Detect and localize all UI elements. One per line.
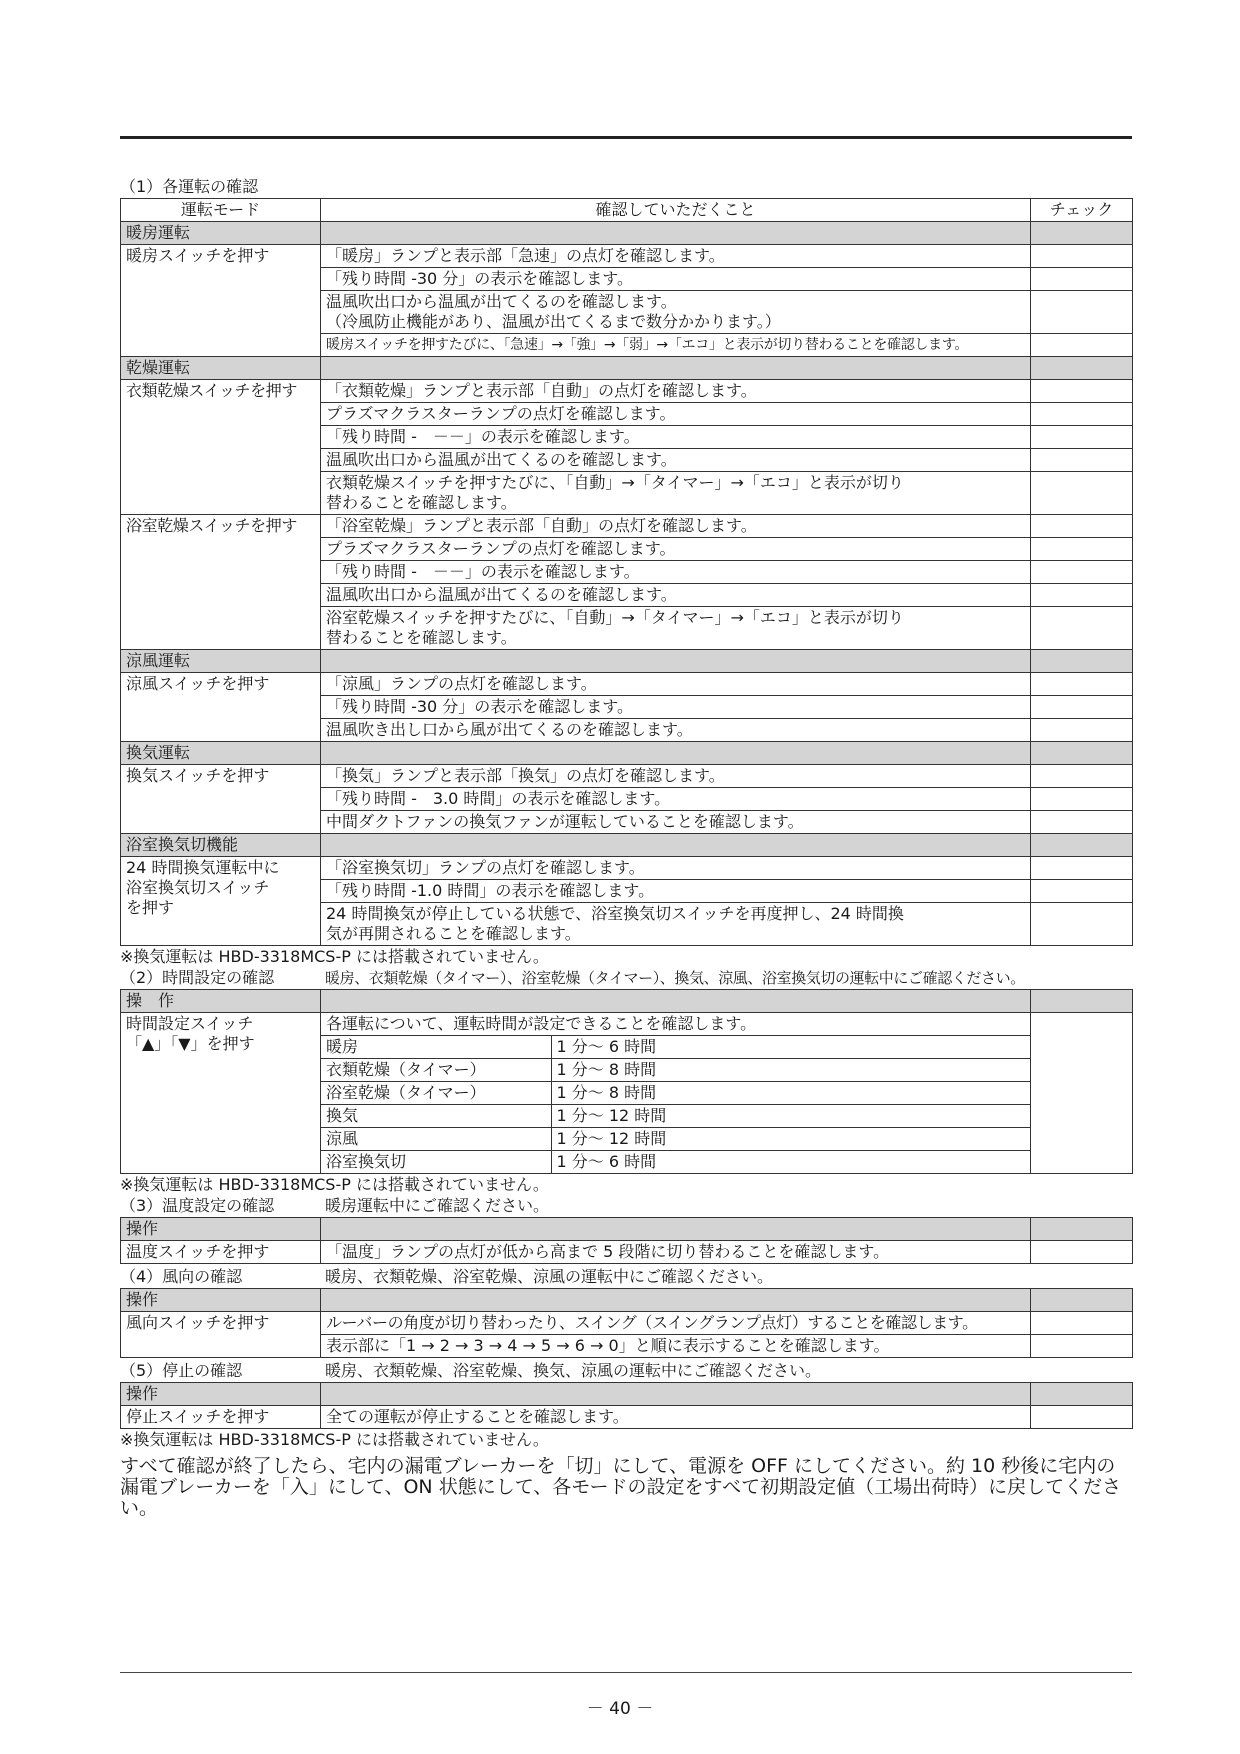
section-title-text: （2）時間設定の確認 — [120, 968, 275, 987]
page-number: － 40 － — [586, 1699, 654, 1719]
mode-name: 換気 — [321, 1105, 551, 1128]
check-item: 「涼風」ランプの点灯を確認します。 — [321, 673, 1031, 696]
header-operation: 操作 — [121, 1289, 321, 1312]
check-item: 「残り時間 - －－」の表示を確認します。 — [321, 561, 1031, 584]
check-box[interactable] — [1031, 765, 1133, 788]
check-item: 全ての運転が停止することを確認します。 — [321, 1406, 1031, 1429]
ventilation-note: ※換気運転は HBD-3318MCS-P には搭載されていません。 — [120, 1430, 549, 1449]
time-range: 1 分～ 8 時間 — [551, 1082, 1030, 1105]
section-title-text: （4）風向の確認 — [120, 1267, 243, 1286]
check-box[interactable] — [1031, 788, 1133, 811]
mode-name: 浴室乾燥（タイマー） — [321, 1082, 551, 1105]
operation-check-table — [120, 198, 1133, 946]
mode-cool-switch: 涼風スイッチを押す — [121, 673, 321, 742]
check-box[interactable] — [1031, 426, 1133, 449]
group-heating: 暖房運転 — [121, 222, 321, 245]
section-1-title — [120, 176, 1132, 198]
mode-name: 暖房 — [321, 1036, 551, 1059]
check-box[interactable] — [1031, 696, 1133, 719]
check-box[interactable] — [1031, 584, 1133, 607]
section-title-text: （3）温度設定の確認 — [120, 1196, 275, 1215]
mode-bath-dry-switch: 浴室乾燥スイッチを押す — [121, 515, 321, 650]
check-item: 「浴室乾燥」ランプと表示部「自動」の点灯を確認します。 — [321, 515, 1031, 538]
time-range: 1 分～ 8 時間 — [551, 1059, 1030, 1082]
check-item: プラズマクラスターランプの点灯を確認します。 — [321, 403, 1031, 426]
check-item: 「換気」ランプと表示部「換気」の点灯を確認します。 — [321, 765, 1031, 788]
check-item: 「温度」ランプの点灯が低から高まで 5 段階に切り替わることを確認します。 — [321, 1241, 1031, 1264]
check-box[interactable] — [1031, 380, 1133, 403]
mode-bath-vent-off-switch: 24 時間換気運転中に 浴室換気切スイッチ を押す — [121, 857, 321, 946]
check-box[interactable] — [1031, 607, 1133, 650]
check-box[interactable] — [1031, 811, 1133, 834]
check-item: プラズマクラスターランプの点灯を確認します。 — [321, 538, 1031, 561]
section-description: 暖房、衣類乾燥（タイマー）、浴室乾燥（タイマー）、換気、涼風、浴室換気切の運転中にご確認ください。 — [325, 969, 1025, 987]
check-item: 「残り時間 - 3.0 時間」の表示を確認します。 — [321, 788, 1031, 811]
time-setting-table — [120, 989, 1133, 1174]
time-range: 1 分～ 12 時間 — [551, 1128, 1030, 1151]
group-cool-breeze: 涼風運転 — [121, 650, 321, 673]
section-4-title — [120, 1266, 1132, 1288]
mode-temperature-switch: 温度スイッチを押す — [121, 1241, 321, 1264]
header-check-item: 確認していただくこと — [321, 199, 1031, 222]
time-range: 1 分～ 12 時間 — [551, 1105, 1030, 1128]
header-operation: 操作 — [121, 1383, 321, 1406]
ventilation-note: ※換気運転は HBD-3318MCS-P には搭載されていません。 — [120, 1175, 549, 1194]
check-box[interactable] — [1031, 449, 1133, 472]
section-5-title — [120, 1360, 1132, 1382]
check-box[interactable] — [1031, 268, 1133, 291]
section-3-title — [120, 1195, 1132, 1217]
header-operation: 操作 — [121, 1218, 321, 1241]
check-item: 温風吹出口から温風が出てくるのを確認します。 — [321, 584, 1031, 607]
time-range: 1 分～ 6 時間 — [551, 1151, 1030, 1174]
time-range-row — [321, 1151, 1030, 1174]
section-description: 暖房、衣類乾燥、浴室乾燥、換気、涼風の運転中にご確認ください。 — [325, 1361, 822, 1380]
check-item: 浴室乾燥スイッチを押すたびに、「自動」→「タイマー」→「エコ」と表示が切り 替わることを確認します。 — [321, 607, 1031, 650]
mode-name: 涼風 — [321, 1128, 551, 1151]
check-item: ルーバーの角度が切り替わったり、スイング（スイングランプ点灯）することを確認します。 — [321, 1312, 1031, 1335]
mode-name: 衣類乾燥（タイマー） — [321, 1059, 551, 1082]
check-item: 各運転について、運転時間が設定できることを確認します。 — [321, 1013, 1031, 1036]
header-operation: 操 作 — [121, 990, 321, 1013]
check-box[interactable] — [1031, 1013, 1133, 1174]
header-mode: 運転モード — [121, 199, 321, 222]
time-range-row — [321, 1105, 1030, 1128]
section-description: 暖房運転中にご確認ください。 — [325, 1196, 550, 1215]
check-item: 「残り時間 -30 分」の表示を確認します。 — [321, 696, 1031, 719]
time-range: 1 分～ 6 時間 — [556, 1037, 657, 1056]
group-bath-vent-off: 浴室換気切機能 — [121, 834, 321, 857]
check-item: 暖房スイッチを押すたびに、「急速」→「強」→「弱」→「エコ」と表示が切り替わることを確認します。 — [321, 334, 1031, 357]
mode-stop-switch: 停止スイッチを押す — [121, 1406, 321, 1429]
section-description: 暖房、衣類乾燥、浴室乾燥、涼風の運転中にご確認ください。 — [325, 1267, 774, 1286]
final-instructions: すべて確認が終了したら、宅内の漏電ブレーカーを「切」にして、電源を OFF にしてください。約 10 秒後に宅内の漏電ブレーカーを「入」にして、ON 状態にして、各モードの設定をすべて初期設定値（工場出荷時）に戻してください。 — [120, 1455, 1122, 1519]
check-item: 表示部に「1 → 2 → 3 → 4 → 5 → 6 → 0」と順に表示することを確認します。 — [321, 1335, 1031, 1358]
time-range-row — [321, 1036, 1030, 1059]
mode-vent-switch: 換気スイッチを押す — [121, 765, 321, 834]
group-ventilation: 換気運転 — [121, 742, 321, 765]
check-item: 「浴室換気切」ランプの点灯を確認します。 — [321, 857, 1031, 880]
check-box[interactable] — [1031, 291, 1133, 334]
check-item: 24 時間換気が停止している状態で、浴室換気切スイッチを再度押し、24 時間換 気が再開されることを確認します。 — [321, 903, 1031, 946]
check-item: 衣類乾燥スイッチを押すたびに、「自動」→「タイマー」→「エコ」と表示が切り 替わることを確認します。 — [321, 472, 1031, 515]
check-item: 温風吹出口から温風が出てくるのを確認します。 — [321, 449, 1031, 472]
check-box[interactable] — [1031, 245, 1133, 268]
stop-check-table — [120, 1382, 1133, 1429]
check-box[interactable] — [1031, 1312, 1133, 1335]
time-range-row — [321, 1082, 1030, 1105]
check-box[interactable] — [1031, 673, 1133, 696]
check-item: 「衣類乾燥」ランプと表示部「自動」の点灯を確認します。 — [321, 380, 1031, 403]
mode-heating-switch: 暖房スイッチを押す — [121, 245, 321, 357]
check-box[interactable] — [1031, 472, 1133, 515]
time-range-table — [321, 1036, 1030, 1173]
section-title-text: （5）停止の確認 — [120, 1361, 243, 1380]
ventilation-note: ※換気運転は HBD-3318MCS-P には搭載されていません。 — [120, 947, 549, 966]
section-2-title — [120, 967, 1132, 989]
check-item: 温風吹出口から温風が出てくるのを確認します。 （冷風防止機能があり、温風が出てくるまで数分かかります。） — [321, 291, 1031, 334]
section-title-text: （1）各運転の確認 — [120, 177, 259, 196]
check-box[interactable] — [1031, 903, 1133, 946]
temperature-setting-table — [120, 1217, 1133, 1264]
mode-wind-direction-switch: 風向スイッチを押す — [121, 1312, 321, 1358]
check-box[interactable] — [1031, 515, 1133, 538]
group-drying: 乾燥運転 — [121, 357, 321, 380]
check-box[interactable] — [1031, 1335, 1133, 1358]
check-box[interactable] — [1031, 403, 1133, 426]
check-box[interactable] — [1031, 857, 1133, 880]
wind-direction-table — [120, 1288, 1133, 1358]
header-check: チェック — [1031, 199, 1133, 222]
bottom-rule — [120, 1672, 1132, 1673]
check-item: 中間ダクトファンの換気ファンが運転していることを確認します。 — [321, 811, 1031, 834]
check-box[interactable] — [1031, 538, 1133, 561]
check-item: 「残り時間 - －－」の表示を確認します。 — [321, 426, 1031, 449]
mode-clothes-dry-switch: 衣類乾燥スイッチを押す — [121, 380, 321, 515]
check-box[interactable] — [1031, 1406, 1133, 1429]
check-item: 温風吹き出し口から風が出てくるのを確認します。 — [321, 719, 1031, 742]
checklist-content — [120, 176, 1132, 1519]
check-box[interactable] — [1031, 334, 1133, 357]
check-box[interactable] — [1031, 719, 1133, 742]
check-box[interactable] — [1031, 1241, 1133, 1264]
check-box[interactable] — [1031, 561, 1133, 584]
top-rule — [120, 136, 1132, 139]
check-item: 「暖房」ランプと表示部「急速」の点灯を確認します。 — [321, 245, 1031, 268]
mode-name: 浴室換気切 — [321, 1151, 551, 1174]
check-item: 「残り時間 -30 分」の表示を確認します。 — [321, 268, 1031, 291]
time-range-row — [321, 1059, 1030, 1082]
mode-time-switch: 時間設定スイッチ 「▲」「▼」を押す — [121, 1013, 321, 1174]
time-range-row — [321, 1128, 1030, 1151]
check-item: 「残り時間 -1.0 時間」の表示を確認します。 — [321, 880, 1031, 903]
check-box[interactable] — [1031, 880, 1133, 903]
